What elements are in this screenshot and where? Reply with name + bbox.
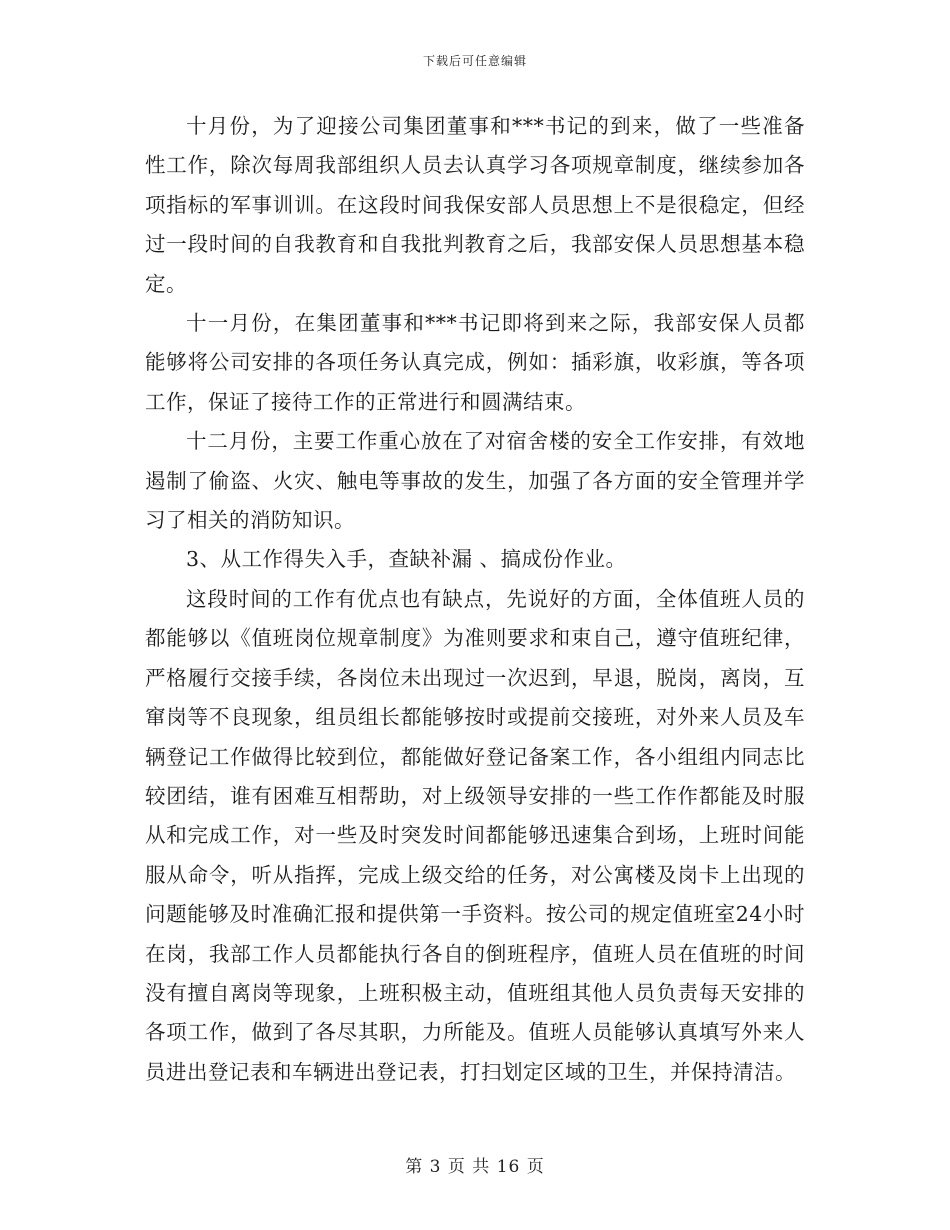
- paragraph-review: 这段时间的工作有优点也有缺点，先说好的方面，全体值班人员的都能够以《值班岗位规章制度》为准则要求和束自己，遵守值班纪律，严格履行交接手续，各岗位未出现过一次迟到，早退，脱岗，离岗，互窜岗等不良现象，组员组长都能够按时或提前交接班，对外来人员及车辆登记工作做得比较到位，都能做好登记备案工作，各小组组内同志比较团结，谁有困难互相帮助，对上级领导安排的一些工作作都能及时服从和完成工作，对一些及时突发时间都能够迅速集合到场，上班时间能服从命令，听从指挥，完成上级交给的任务，对公寓楼及岗卡上出现的问题能够及时准确汇报和提供第一手资料。按公司的规定值班室24小时在岗，我部工作人员都能执行各自的倒班程序，值班人员在值班的时间没有擅自离岗等现象，上班积极主动，值班组其他人员负责每天安排的各项工作，做到了各尽其职，力所能及。值班人员能够认真填写外来人员进出登记表和车辆进出登记表，打扫划定区域的卫生，并保持清洁。: [145, 586, 805, 1084]
- document-body: [145, 107, 805, 1092]
- paragraph-december: 十二月份，主要工作重心放在了对宿舍楼的安全工作安排，有效地遏制了偷盗、火灾、触电等事故的发生，加强了各方面的安全管理并学习了相关的消防知识。: [145, 429, 805, 533]
- paragraph-november: 十一月份，在集团董事和***书记即将到来之际，我部安保人员都能够将公司安排的各项任务认真完成，例如：插彩旗，收彩旗，等各项工作，保证了接待工作的正常进行和圆满结束。: [145, 311, 805, 414]
- paragraph-october: 十月份，为了迎接公司集团董事和***书记的到来，做了一些准备性工作，除次每周我部组织人员去认真学习各项规章制度，继续参加各项指标的军事训训。在这段时间我保安部人员思想上不是很稳定，但经过一段时间的自我教育和自我批判教育之后，我部安保人员思想基本稳定。: [145, 114, 805, 296]
- page-number: 第 3 页 共 16 页: [405, 1157, 545, 1177]
- page-header: 下载后可任意编辑: [422, 54, 527, 68]
- paragraph-section-3: 3、从工作得失入手，查缺补漏 、搞成份作业。: [186, 547, 627, 572]
